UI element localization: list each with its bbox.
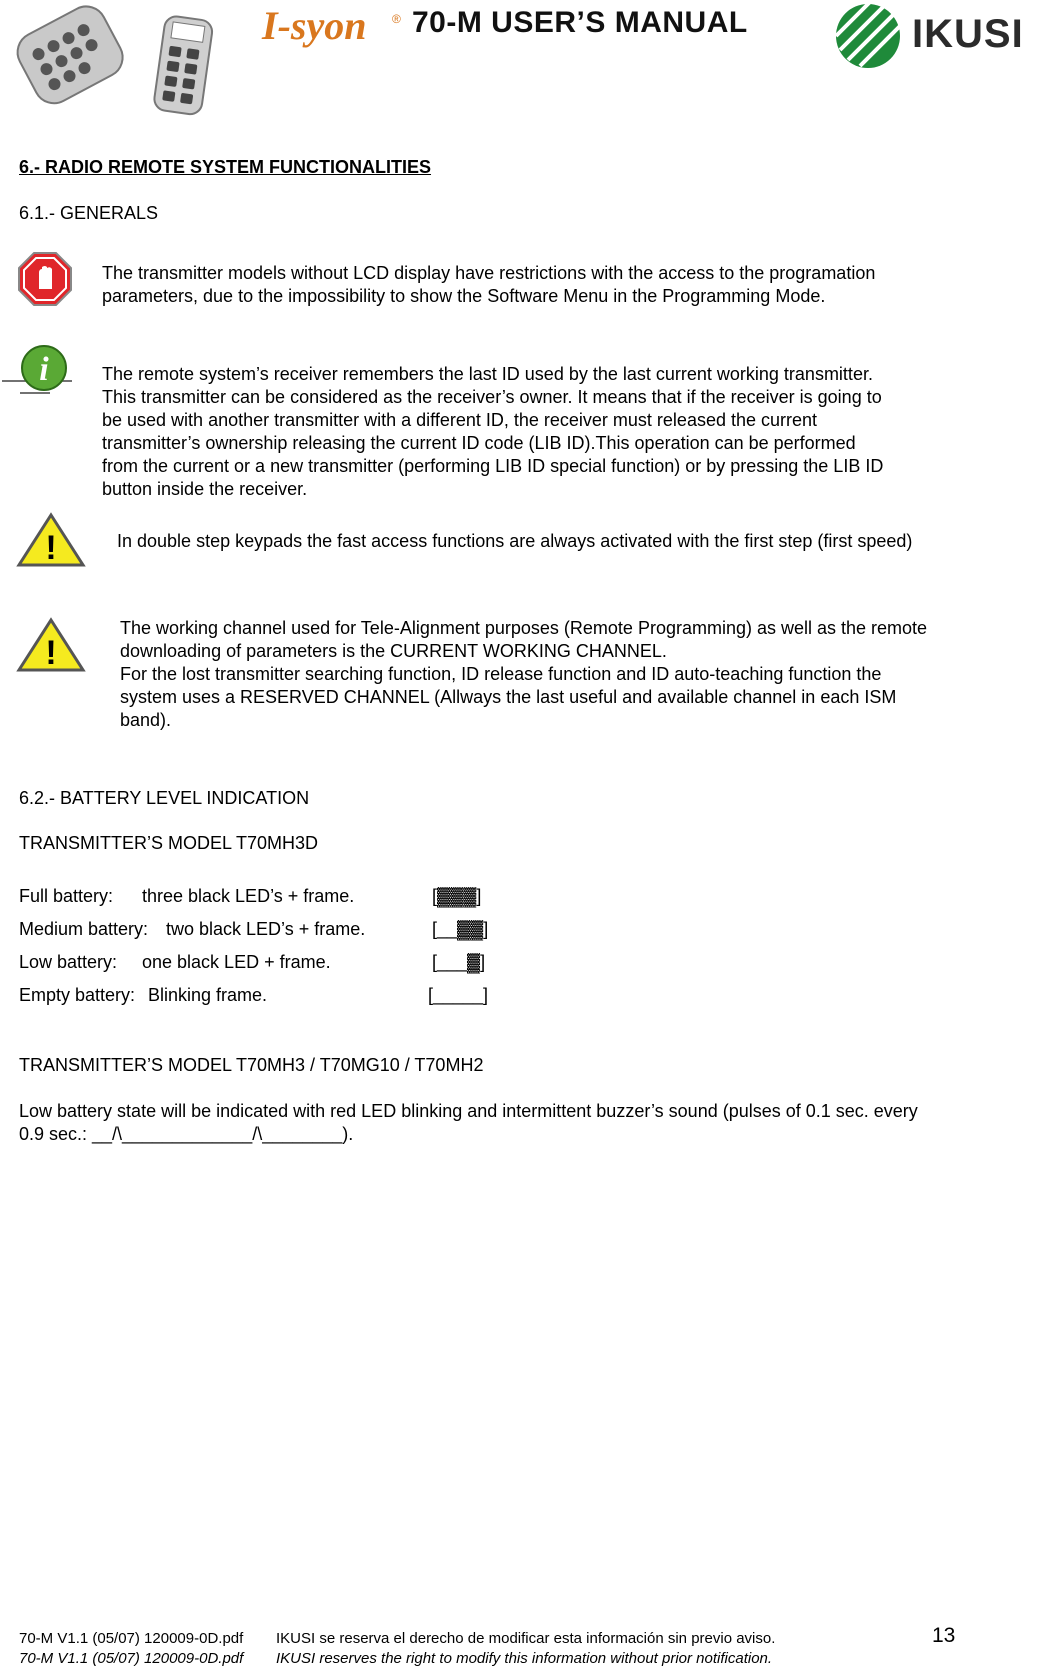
battery-row-desc: three black LED’s + frame. xyxy=(142,886,355,906)
battery-row-indicator: [▓▓▓] xyxy=(432,886,482,906)
ikusi-logo-icon xyxy=(830,0,910,70)
section-heading: 6.- RADIO REMOTE SYSTEM FUNCTIONALITIES xyxy=(19,157,432,177)
note-stop-line: The transmitter models without LCD display have restrictions with the access to the programation xyxy=(102,263,876,283)
registered-mark: ® xyxy=(392,12,401,26)
page-number: 13 xyxy=(932,1624,956,1647)
footer-disclaimer-en: IKUSI reserves the right to modify this information without prior notification. xyxy=(276,1650,773,1667)
battery-row-indicator: [___▓] xyxy=(432,952,486,972)
note-info-line: transmitter’s ownership releasing the current ID code (LIB ID).This operation can be performed xyxy=(102,433,856,453)
battery-row-indicator: [_____] xyxy=(428,985,489,1005)
svg-text:i: i xyxy=(39,351,49,388)
note-channel-line: downloading of parameters is the CURRENT WORKING CHANNEL. xyxy=(120,641,667,661)
remote-controls-image xyxy=(0,0,220,118)
note-channel-line: The working channel used for Tele-Alignment purposes (Remote Programming) as well as the remote xyxy=(120,618,928,638)
model-t70mh3-heading: TRANSMITTER’S MODEL T70MH3 / T70MG10 / T70MH2 xyxy=(19,1055,484,1075)
stop-icon xyxy=(17,251,73,307)
note-stop-line: parameters, due to the impossibility to show the Software Menu in the Programming Mode. xyxy=(102,286,826,306)
battery-row-label: Empty battery: xyxy=(19,985,136,1005)
footer-doc-ref: 70-M V1.1 (05/07) 120009-0D.pdf xyxy=(19,1630,244,1647)
battery-row-label: Low battery: xyxy=(19,952,118,972)
note-info-line: button inside the receiver. xyxy=(102,479,308,499)
note-channel-line: band). xyxy=(120,710,172,730)
manual-title: 70-M USER’S MANUAL xyxy=(412,6,748,39)
subsection-battery: 6.2.- BATTERY LEVEL INDICATION xyxy=(19,788,310,808)
subsection-generals: 6.1.- GENERALS xyxy=(19,203,159,223)
note-channel-line: For the lost transmitter searching function, ID release function and ID auto-teaching function the xyxy=(120,664,882,684)
note-info-line: This transmitter can be considered as the receiver’s owner. It means that if the receiver is going to xyxy=(102,387,882,407)
warning-icon xyxy=(16,617,86,673)
isyon-logo: I-syon xyxy=(262,3,367,48)
note-warning-line: In double step keypads the fast access functions are always activated with the first step (first speed) xyxy=(117,531,913,551)
model-t70mh3d-heading: TRANSMITTER’S MODEL T70MH3D xyxy=(19,833,319,853)
svg-text:!: ! xyxy=(45,529,57,567)
svg-text:!: ! xyxy=(45,634,57,672)
note-channel-line: system uses a RESERVED CHANNEL (Allways the last useful and available channel in each ISM xyxy=(120,687,897,707)
warning-icon xyxy=(16,512,86,568)
footer-doc-ref: 70-M V1.1 (05/07) 120009-0D.pdf xyxy=(19,1650,244,1667)
battery-row-label: Full battery: xyxy=(19,886,114,906)
info-icon xyxy=(0,343,76,399)
note-info-line: from the current or a new transmitter (performing LIB ID special function) or by pressing the LIB ID xyxy=(102,456,884,476)
battery-row-indicator: [__▓▓] xyxy=(432,919,489,939)
note-info-line: be used with another transmitter with a different ID, the receiver must released the current xyxy=(102,410,818,430)
battery-row-desc: two black LED’s + frame. xyxy=(166,919,366,939)
battery-row-label: Medium battery: xyxy=(19,919,149,939)
low-battery-line: 0.9 sec.: __/\_____________/\________). xyxy=(19,1124,354,1144)
footer-disclaimer-es: IKUSI se reserva el derecho de modificar esta información sin previo aviso. xyxy=(276,1630,776,1647)
low-battery-line: Low battery state will be indicated with red LED blinking and intermittent buzzer’s sound (pulses of 0.1 sec. every xyxy=(19,1101,918,1121)
battery-row-desc: Blinking frame. xyxy=(148,985,268,1005)
battery-row-desc: one black LED + frame. xyxy=(142,952,331,972)
note-info-line: The remote system’s receiver remembers the last ID used by the last current working transmitter. xyxy=(102,364,873,384)
ikusi-wordmark: IKUSI xyxy=(912,12,1024,56)
